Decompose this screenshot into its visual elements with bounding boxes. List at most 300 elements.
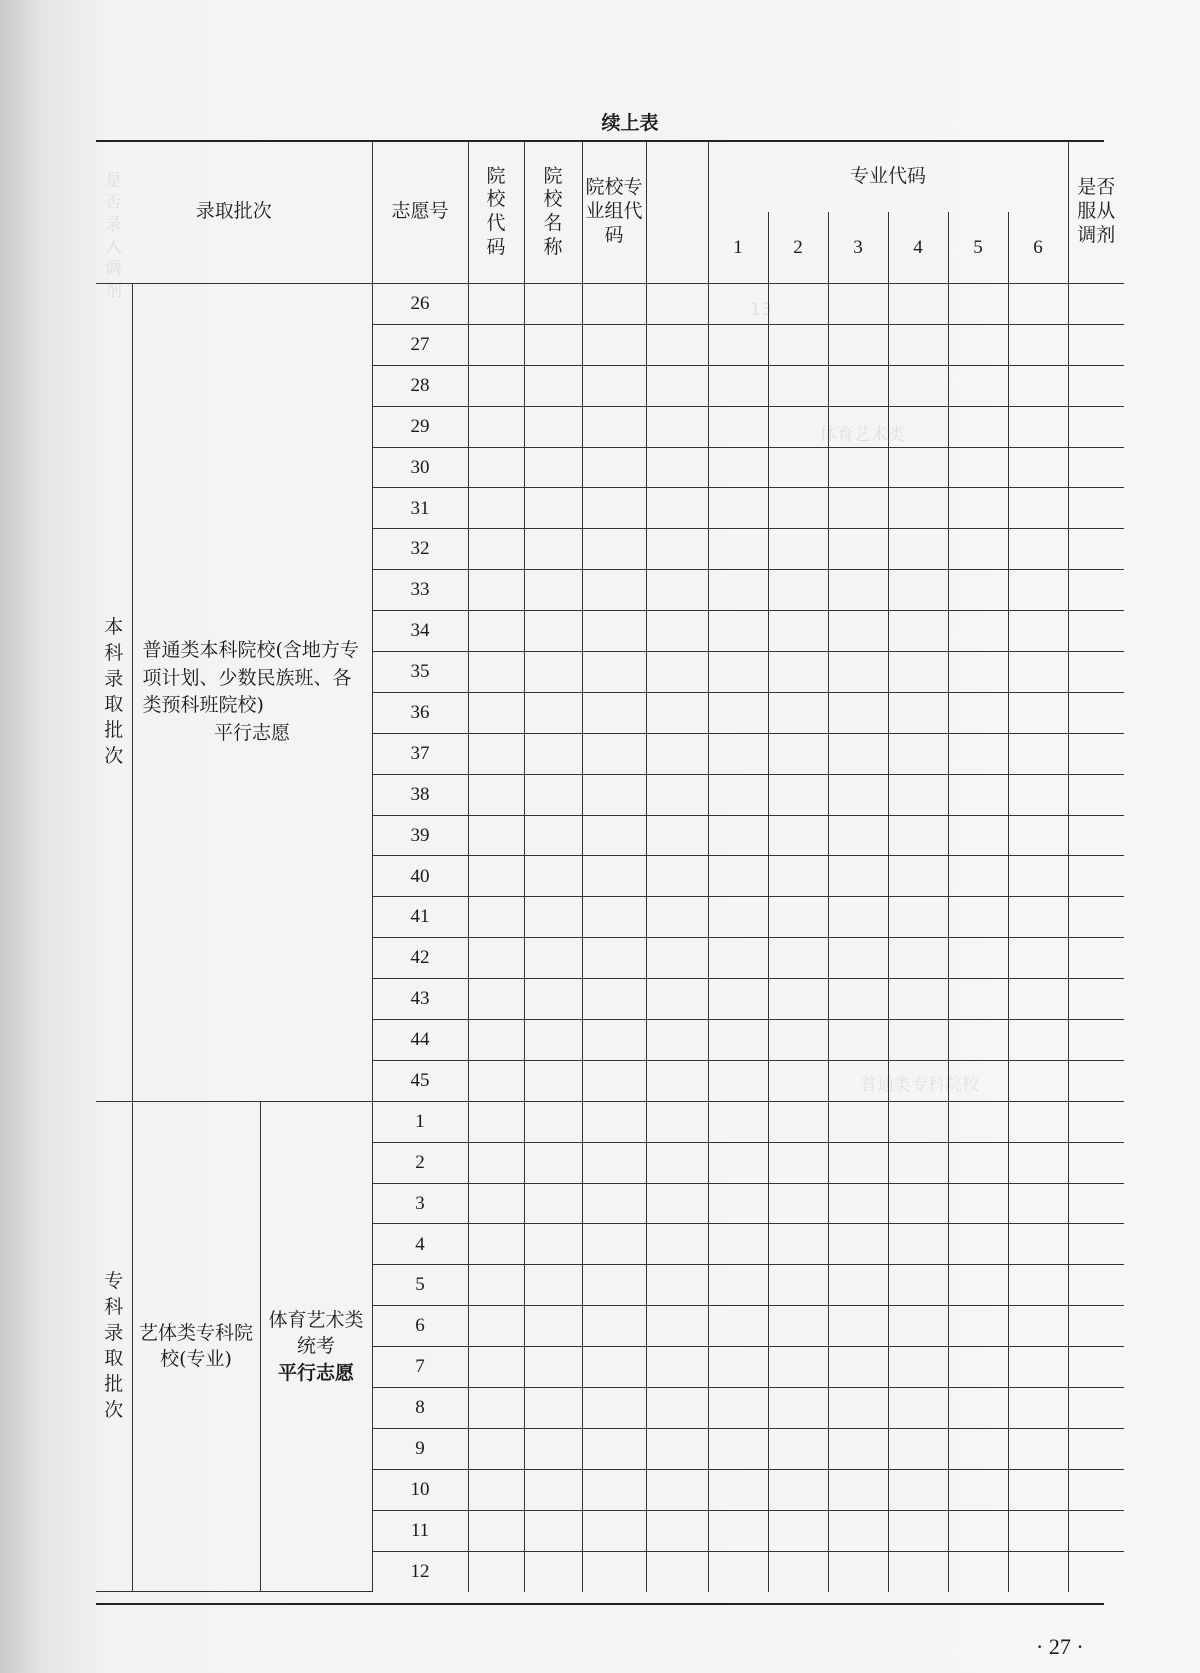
cell-major-6[interactable]: [1008, 1142, 1068, 1183]
cell-major-3[interactable]: [828, 406, 888, 447]
cell-major-2[interactable]: [768, 324, 828, 365]
cell-major-2[interactable]: [768, 488, 828, 529]
cell-major-3[interactable]: [828, 1265, 888, 1306]
cell-group-code[interactable]: [582, 1469, 646, 1510]
cell-extra[interactable]: [646, 815, 708, 856]
cell-school-name[interactable]: [524, 1060, 582, 1101]
cell-school-code[interactable]: [468, 1224, 524, 1265]
cell-major-6[interactable]: [1008, 611, 1068, 652]
cell-major-1[interactable]: [708, 938, 768, 979]
cell-major-1[interactable]: [708, 1142, 768, 1183]
cell-major-6[interactable]: [1008, 1510, 1068, 1551]
cell-group-code[interactable]: [582, 692, 646, 733]
cell-major-5[interactable]: [948, 733, 1008, 774]
cell-school-name[interactable]: [524, 529, 582, 570]
cell-major-5[interactable]: [948, 1265, 1008, 1306]
cell-school-code[interactable]: [468, 611, 524, 652]
cell-group-code[interactable]: [582, 488, 646, 529]
cell-extra[interactable]: [646, 1224, 708, 1265]
cell-major-5[interactable]: [948, 692, 1008, 733]
cell-adjust[interactable]: [1068, 774, 1124, 815]
cell-major-3[interactable]: [828, 1142, 888, 1183]
cell-extra[interactable]: [646, 1183, 708, 1224]
cell-major-4[interactable]: [888, 529, 948, 570]
cell-school-name[interactable]: [524, 1306, 582, 1347]
cell-major-3[interactable]: [828, 1551, 888, 1591]
cell-major-5[interactable]: [948, 1347, 1008, 1388]
cell-major-2[interactable]: [768, 1306, 828, 1347]
cell-major-1[interactable]: [708, 365, 768, 406]
cell-major-5[interactable]: [948, 1469, 1008, 1510]
cell-major-6[interactable]: [1008, 365, 1068, 406]
cell-major-6[interactable]: [1008, 1388, 1068, 1429]
cell-major-1[interactable]: [708, 1101, 768, 1142]
cell-major-1[interactable]: [708, 1060, 768, 1101]
cell-major-5[interactable]: [948, 979, 1008, 1020]
cell-group-code[interactable]: [582, 774, 646, 815]
cell-school-name[interactable]: [524, 652, 582, 693]
cell-major-6[interactable]: [1008, 815, 1068, 856]
cell-major-6[interactable]: [1008, 1020, 1068, 1061]
cell-school-name[interactable]: [524, 856, 582, 897]
cell-school-name[interactable]: [524, 815, 582, 856]
cell-major-5[interactable]: [948, 652, 1008, 693]
cell-extra[interactable]: [646, 1347, 708, 1388]
cell-major-6[interactable]: [1008, 1060, 1068, 1101]
cell-group-code[interactable]: [582, 1265, 646, 1306]
cell-major-5[interactable]: [948, 1428, 1008, 1469]
cell-major-6[interactable]: [1008, 1306, 1068, 1347]
cell-major-2[interactable]: [768, 979, 828, 1020]
cell-school-code[interactable]: [468, 1428, 524, 1469]
cell-major-6[interactable]: [1008, 529, 1068, 570]
cell-adjust[interactable]: [1068, 1469, 1124, 1510]
cell-major-5[interactable]: [948, 1060, 1008, 1101]
cell-major-4[interactable]: [888, 979, 948, 1020]
cell-major-5[interactable]: [948, 284, 1008, 325]
cell-adjust[interactable]: [1068, 856, 1124, 897]
cell-major-3[interactable]: [828, 692, 888, 733]
cell-school-name[interactable]: [524, 938, 582, 979]
cell-group-code[interactable]: [582, 1020, 646, 1061]
cell-major-5[interactable]: [948, 856, 1008, 897]
cell-major-1[interactable]: [708, 324, 768, 365]
cell-school-code[interactable]: [468, 1510, 524, 1551]
cell-major-2[interactable]: [768, 611, 828, 652]
cell-school-name[interactable]: [524, 570, 582, 611]
cell-adjust[interactable]: [1068, 1347, 1124, 1388]
cell-major-2[interactable]: [768, 733, 828, 774]
cell-major-6[interactable]: [1008, 1224, 1068, 1265]
cell-major-4[interactable]: [888, 1060, 948, 1101]
cell-major-5[interactable]: [948, 1510, 1008, 1551]
cell-adjust[interactable]: [1068, 570, 1124, 611]
cell-major-4[interactable]: [888, 488, 948, 529]
cell-school-code[interactable]: [468, 979, 524, 1020]
cell-extra[interactable]: [646, 979, 708, 1020]
cell-major-1[interactable]: [708, 733, 768, 774]
cell-extra[interactable]: [646, 652, 708, 693]
cell-extra[interactable]: [646, 570, 708, 611]
cell-major-5[interactable]: [948, 1551, 1008, 1591]
cell-major-3[interactable]: [828, 1183, 888, 1224]
cell-major-2[interactable]: [768, 1183, 828, 1224]
cell-group-code[interactable]: [582, 1142, 646, 1183]
cell-school-name[interactable]: [524, 1428, 582, 1469]
cell-major-3[interactable]: [828, 897, 888, 938]
cell-school-code[interactable]: [468, 1020, 524, 1061]
cell-school-code[interactable]: [468, 1183, 524, 1224]
cell-group-code[interactable]: [582, 652, 646, 693]
cell-adjust[interactable]: [1068, 897, 1124, 938]
cell-major-1[interactable]: [708, 529, 768, 570]
cell-extra[interactable]: [646, 774, 708, 815]
cell-major-3[interactable]: [828, 1060, 888, 1101]
cell-school-name[interactable]: [524, 1551, 582, 1591]
cell-major-5[interactable]: [948, 529, 1008, 570]
cell-major-6[interactable]: [1008, 406, 1068, 447]
cell-extra[interactable]: [646, 938, 708, 979]
cell-major-1[interactable]: [708, 1224, 768, 1265]
cell-major-4[interactable]: [888, 1101, 948, 1142]
cell-school-code[interactable]: [468, 774, 524, 815]
cell-major-1[interactable]: [708, 1551, 768, 1591]
cell-major-4[interactable]: [888, 1306, 948, 1347]
cell-major-3[interactable]: [828, 1347, 888, 1388]
cell-school-name[interactable]: [524, 447, 582, 488]
cell-group-code[interactable]: [582, 529, 646, 570]
cell-group-code[interactable]: [582, 284, 646, 325]
cell-adjust[interactable]: [1068, 1388, 1124, 1429]
cell-school-name[interactable]: [524, 692, 582, 733]
cell-school-name[interactable]: [524, 979, 582, 1020]
cell-major-3[interactable]: [828, 284, 888, 325]
cell-adjust[interactable]: [1068, 406, 1124, 447]
cell-major-5[interactable]: [948, 406, 1008, 447]
cell-group-code[interactable]: [582, 1060, 646, 1101]
cell-major-6[interactable]: [1008, 897, 1068, 938]
cell-major-6[interactable]: [1008, 979, 1068, 1020]
cell-group-code[interactable]: [582, 1101, 646, 1142]
cell-school-name[interactable]: [524, 324, 582, 365]
cell-major-1[interactable]: [708, 1469, 768, 1510]
cell-adjust[interactable]: [1068, 1142, 1124, 1183]
cell-major-6[interactable]: [1008, 324, 1068, 365]
cell-major-2[interactable]: [768, 406, 828, 447]
cell-extra[interactable]: [646, 1101, 708, 1142]
cell-major-4[interactable]: [888, 1183, 948, 1224]
cell-major-4[interactable]: [888, 1551, 948, 1591]
cell-adjust[interactable]: [1068, 1060, 1124, 1101]
cell-major-4[interactable]: [888, 611, 948, 652]
cell-school-code[interactable]: [468, 1347, 524, 1388]
cell-major-2[interactable]: [768, 1020, 828, 1061]
cell-school-name[interactable]: [524, 1469, 582, 1510]
cell-school-code[interactable]: [468, 1142, 524, 1183]
cell-adjust[interactable]: [1068, 1428, 1124, 1469]
cell-extra[interactable]: [646, 1060, 708, 1101]
cell-major-4[interactable]: [888, 652, 948, 693]
cell-major-4[interactable]: [888, 447, 948, 488]
cell-major-3[interactable]: [828, 365, 888, 406]
cell-major-6[interactable]: [1008, 1469, 1068, 1510]
cell-major-1[interactable]: [708, 488, 768, 529]
cell-major-4[interactable]: [888, 938, 948, 979]
cell-major-3[interactable]: [828, 815, 888, 856]
cell-major-4[interactable]: [888, 1020, 948, 1061]
cell-major-5[interactable]: [948, 815, 1008, 856]
cell-major-5[interactable]: [948, 1224, 1008, 1265]
cell-major-6[interactable]: [1008, 1101, 1068, 1142]
cell-major-4[interactable]: [888, 856, 948, 897]
cell-adjust[interactable]: [1068, 692, 1124, 733]
cell-major-1[interactable]: [708, 1020, 768, 1061]
cell-group-code[interactable]: [582, 611, 646, 652]
cell-school-name[interactable]: [524, 774, 582, 815]
cell-group-code[interactable]: [582, 324, 646, 365]
cell-major-5[interactable]: [948, 1306, 1008, 1347]
cell-school-code[interactable]: [468, 692, 524, 733]
cell-major-3[interactable]: [828, 529, 888, 570]
cell-school-name[interactable]: [524, 406, 582, 447]
cell-school-name[interactable]: [524, 1265, 582, 1306]
cell-major-2[interactable]: [768, 1469, 828, 1510]
cell-major-4[interactable]: [888, 1469, 948, 1510]
cell-major-3[interactable]: [828, 652, 888, 693]
cell-major-4[interactable]: [888, 1224, 948, 1265]
cell-adjust[interactable]: [1068, 652, 1124, 693]
cell-major-1[interactable]: [708, 1510, 768, 1551]
cell-school-code[interactable]: [468, 1060, 524, 1101]
cell-school-name[interactable]: [524, 1020, 582, 1061]
cell-extra[interactable]: [646, 1510, 708, 1551]
cell-school-name[interactable]: [524, 1224, 582, 1265]
cell-adjust[interactable]: [1068, 284, 1124, 325]
cell-major-6[interactable]: [1008, 1347, 1068, 1388]
cell-major-4[interactable]: [888, 1142, 948, 1183]
cell-major-6[interactable]: [1008, 692, 1068, 733]
cell-school-code[interactable]: [468, 284, 524, 325]
cell-adjust[interactable]: [1068, 611, 1124, 652]
cell-major-5[interactable]: [948, 938, 1008, 979]
cell-extra[interactable]: [646, 692, 708, 733]
cell-school-code[interactable]: [468, 1306, 524, 1347]
cell-major-5[interactable]: [948, 570, 1008, 611]
cell-extra[interactable]: [646, 324, 708, 365]
cell-major-4[interactable]: [888, 815, 948, 856]
cell-school-name[interactable]: [524, 611, 582, 652]
cell-school-name[interactable]: [524, 1101, 582, 1142]
cell-major-6[interactable]: [1008, 733, 1068, 774]
cell-major-6[interactable]: [1008, 774, 1068, 815]
cell-adjust[interactable]: [1068, 447, 1124, 488]
cell-major-2[interactable]: [768, 1224, 828, 1265]
cell-major-2[interactable]: [768, 1428, 828, 1469]
cell-major-2[interactable]: [768, 1551, 828, 1591]
cell-school-name[interactable]: [524, 897, 582, 938]
cell-school-name[interactable]: [524, 1388, 582, 1429]
cell-major-3[interactable]: [828, 1306, 888, 1347]
cell-school-code[interactable]: [468, 938, 524, 979]
cell-major-2[interactable]: [768, 1142, 828, 1183]
cell-extra[interactable]: [646, 365, 708, 406]
cell-major-5[interactable]: [948, 488, 1008, 529]
cell-major-5[interactable]: [948, 1020, 1008, 1061]
cell-extra[interactable]: [646, 611, 708, 652]
cell-major-2[interactable]: [768, 570, 828, 611]
cell-major-6[interactable]: [1008, 1265, 1068, 1306]
cell-major-3[interactable]: [828, 447, 888, 488]
cell-group-code[interactable]: [582, 1388, 646, 1429]
cell-adjust[interactable]: [1068, 1224, 1124, 1265]
cell-major-1[interactable]: [708, 692, 768, 733]
cell-school-code[interactable]: [468, 1469, 524, 1510]
cell-adjust[interactable]: [1068, 1510, 1124, 1551]
cell-major-1[interactable]: [708, 1347, 768, 1388]
cell-school-code[interactable]: [468, 652, 524, 693]
cell-extra[interactable]: [646, 733, 708, 774]
cell-school-code[interactable]: [468, 1551, 524, 1591]
cell-major-5[interactable]: [948, 1142, 1008, 1183]
cell-major-6[interactable]: [1008, 447, 1068, 488]
cell-major-4[interactable]: [888, 774, 948, 815]
cell-major-1[interactable]: [708, 1388, 768, 1429]
cell-group-code[interactable]: [582, 406, 646, 447]
cell-major-2[interactable]: [768, 447, 828, 488]
cell-school-name[interactable]: [524, 1183, 582, 1224]
cell-major-2[interactable]: [768, 938, 828, 979]
cell-major-4[interactable]: [888, 1388, 948, 1429]
cell-major-1[interactable]: [708, 1306, 768, 1347]
cell-major-3[interactable]: [828, 1020, 888, 1061]
cell-adjust[interactable]: [1068, 1101, 1124, 1142]
cell-major-4[interactable]: [888, 733, 948, 774]
cell-school-name[interactable]: [524, 1142, 582, 1183]
cell-school-code[interactable]: [468, 856, 524, 897]
cell-major-1[interactable]: [708, 611, 768, 652]
cell-group-code[interactable]: [582, 815, 646, 856]
cell-group-code[interactable]: [582, 447, 646, 488]
cell-major-4[interactable]: [888, 692, 948, 733]
cell-group-code[interactable]: [582, 1306, 646, 1347]
cell-major-2[interactable]: [768, 1060, 828, 1101]
cell-adjust[interactable]: [1068, 733, 1124, 774]
cell-school-code[interactable]: [468, 406, 524, 447]
cell-major-5[interactable]: [948, 447, 1008, 488]
cell-adjust[interactable]: [1068, 1183, 1124, 1224]
cell-school-code[interactable]: [468, 365, 524, 406]
cell-major-3[interactable]: [828, 1388, 888, 1429]
cell-major-4[interactable]: [888, 1510, 948, 1551]
cell-school-name[interactable]: [524, 488, 582, 529]
cell-major-1[interactable]: [708, 406, 768, 447]
cell-major-1[interactable]: [708, 774, 768, 815]
cell-major-5[interactable]: [948, 1388, 1008, 1429]
cell-major-6[interactable]: [1008, 652, 1068, 693]
cell-major-6[interactable]: [1008, 488, 1068, 529]
cell-adjust[interactable]: [1068, 938, 1124, 979]
cell-extra[interactable]: [646, 406, 708, 447]
cell-group-code[interactable]: [582, 1428, 646, 1469]
cell-major-1[interactable]: [708, 897, 768, 938]
cell-group-code[interactable]: [582, 897, 646, 938]
cell-group-code[interactable]: [582, 1551, 646, 1591]
cell-adjust[interactable]: [1068, 1306, 1124, 1347]
cell-major-4[interactable]: [888, 570, 948, 611]
cell-school-code[interactable]: [468, 1101, 524, 1142]
cell-major-6[interactable]: [1008, 284, 1068, 325]
cell-major-4[interactable]: [888, 1265, 948, 1306]
cell-major-5[interactable]: [948, 1101, 1008, 1142]
cell-major-1[interactable]: [708, 815, 768, 856]
cell-major-6[interactable]: [1008, 1183, 1068, 1224]
cell-extra[interactable]: [646, 284, 708, 325]
cell-adjust[interactable]: [1068, 324, 1124, 365]
cell-group-code[interactable]: [582, 733, 646, 774]
cell-major-2[interactable]: [768, 652, 828, 693]
cell-major-3[interactable]: [828, 1469, 888, 1510]
cell-major-1[interactable]: [708, 979, 768, 1020]
cell-major-3[interactable]: [828, 1510, 888, 1551]
cell-major-5[interactable]: [948, 1183, 1008, 1224]
cell-school-name[interactable]: [524, 733, 582, 774]
cell-major-2[interactable]: [768, 856, 828, 897]
cell-major-5[interactable]: [948, 324, 1008, 365]
cell-major-1[interactable]: [708, 1265, 768, 1306]
cell-major-1[interactable]: [708, 1428, 768, 1469]
cell-major-2[interactable]: [768, 692, 828, 733]
cell-extra[interactable]: [646, 1469, 708, 1510]
cell-major-4[interactable]: [888, 1428, 948, 1469]
cell-adjust[interactable]: [1068, 1551, 1124, 1591]
cell-extra[interactable]: [646, 1020, 708, 1061]
cell-major-2[interactable]: [768, 284, 828, 325]
cell-major-3[interactable]: [828, 733, 888, 774]
cell-extra[interactable]: [646, 1388, 708, 1429]
cell-major-5[interactable]: [948, 365, 1008, 406]
cell-major-4[interactable]: [888, 406, 948, 447]
cell-school-code[interactable]: [468, 488, 524, 529]
cell-school-name[interactable]: [524, 284, 582, 325]
cell-major-2[interactable]: [768, 1101, 828, 1142]
cell-adjust[interactable]: [1068, 815, 1124, 856]
cell-major-3[interactable]: [828, 938, 888, 979]
cell-extra[interactable]: [646, 488, 708, 529]
cell-school-code[interactable]: [468, 529, 524, 570]
cell-major-4[interactable]: [888, 1347, 948, 1388]
cell-major-3[interactable]: [828, 856, 888, 897]
cell-extra[interactable]: [646, 1551, 708, 1591]
cell-major-6[interactable]: [1008, 856, 1068, 897]
cell-major-4[interactable]: [888, 897, 948, 938]
cell-major-3[interactable]: [828, 1224, 888, 1265]
cell-major-3[interactable]: [828, 1428, 888, 1469]
cell-school-code[interactable]: [468, 897, 524, 938]
cell-major-2[interactable]: [768, 774, 828, 815]
cell-group-code[interactable]: [582, 1224, 646, 1265]
cell-major-1[interactable]: [708, 570, 768, 611]
cell-school-code[interactable]: [468, 570, 524, 611]
cell-major-1[interactable]: [708, 447, 768, 488]
cell-group-code[interactable]: [582, 1510, 646, 1551]
cell-major-1[interactable]: [708, 284, 768, 325]
cell-major-5[interactable]: [948, 774, 1008, 815]
cell-school-name[interactable]: [524, 1510, 582, 1551]
cell-school-code[interactable]: [468, 1265, 524, 1306]
cell-group-code[interactable]: [582, 938, 646, 979]
cell-major-5[interactable]: [948, 897, 1008, 938]
cell-group-code[interactable]: [582, 856, 646, 897]
